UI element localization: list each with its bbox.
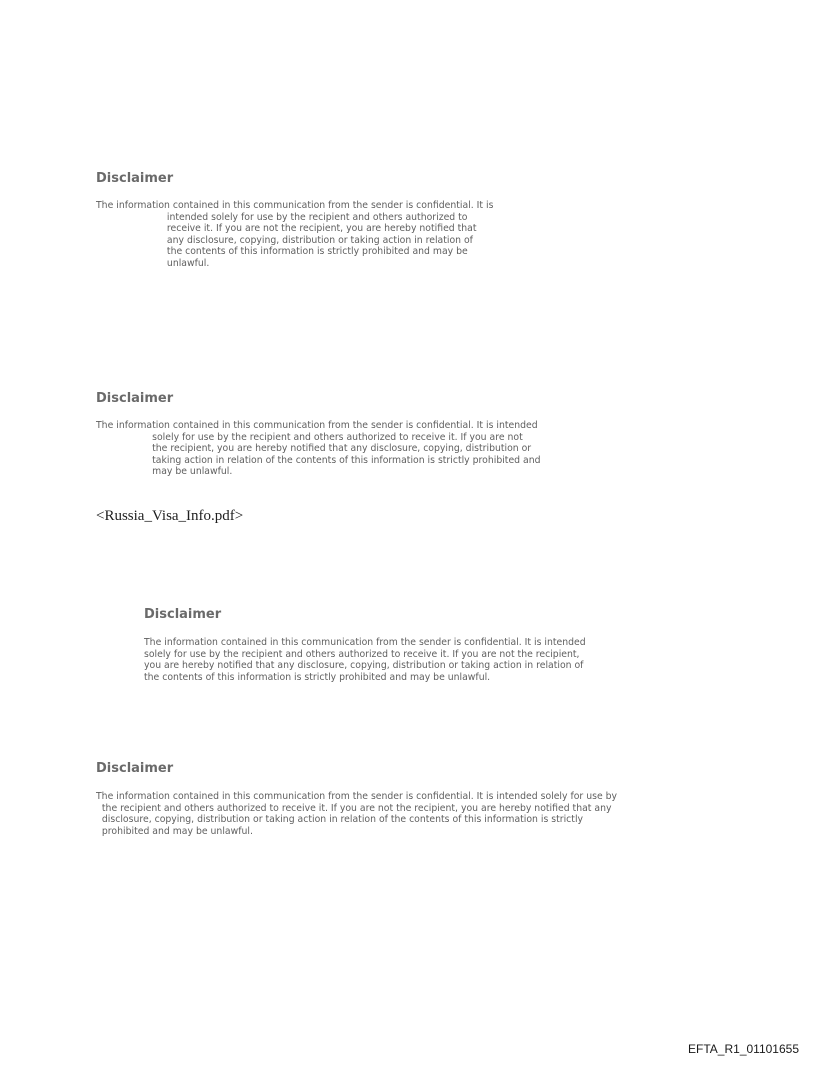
disclaimer-line: the recipient and others authorized to receive it. If you are not the recipient, you are hereby notified that any	[96, 802, 612, 814]
disclaimer-line: any disclosure, copying, distribution or taking action in relation of	[96, 234, 473, 246]
disclaimer-line: prohibited and may be unlawful.	[96, 825, 253, 837]
disclaimer-line: intended solely for use by the recipient and others authorized to	[96, 211, 468, 223]
disclaimer-line: unlawful.	[96, 257, 210, 269]
disclaimer-line: disclosure, copying, distribution or taking action in relation of the contents of this information is strictly	[96, 814, 584, 825]
disclaimer-heading: Disclaimer	[96, 761, 174, 776]
disclaimer-heading: Disclaimer	[96, 171, 174, 186]
disclaimer-line: solely for use by the recipient and others authorized to receive it. If you are not	[96, 431, 523, 443]
disclaimer-block-3	[144, 607, 586, 683]
disclaimer-line: The information contained in this communication from the sender is confidential. It is intended	[96, 420, 538, 431]
disclaimer-line: may be unlawful.	[96, 466, 233, 477]
document-id: EFTA_R1_01101655	[688, 1042, 799, 1056]
disclaimer-line: solely for use by the recipient and others authorized to receive it. If you are not the recipient,	[144, 648, 580, 660]
disclaimer-line: The information contained in this communication from the sender is confidential. It is intended	[144, 637, 586, 648]
disclaimer-line: taking action in relation of the contents of this information is strictly prohibited and	[96, 454, 541, 466]
disclaimer-line: The information contained in this communication from the sender is confidential. It is	[96, 200, 494, 211]
disclaimer-block-4	[96, 761, 617, 837]
disclaimer-line: you are hereby notified that any disclosure, copying, distribution or taking action in relation of	[144, 660, 584, 671]
disclaimer-line: the contents of this information is strictly prohibited and may be	[96, 246, 468, 257]
disclaimer-block-1	[96, 171, 493, 269]
disclaimer-heading: Disclaimer	[144, 607, 222, 622]
disclaimer-line: The information contained in this communication from the sender is confidential. It is intended solely for use by	[96, 791, 618, 802]
disclaimer-line: the contents of this information is strictly prohibited and may be unlawful.	[144, 671, 491, 683]
disclaimer-heading: Disclaimer	[96, 391, 174, 406]
disclaimer-line: receive it. If you are not the recipient, you are hereby notified that	[96, 223, 477, 234]
disclaimer-line: the recipient, you are hereby notified that any disclosure, copying, distribution or	[96, 443, 532, 454]
disclaimer-block-2	[96, 391, 541, 478]
attachment-filename: <Russia_Visa_Info.pdf>	[96, 508, 244, 524]
